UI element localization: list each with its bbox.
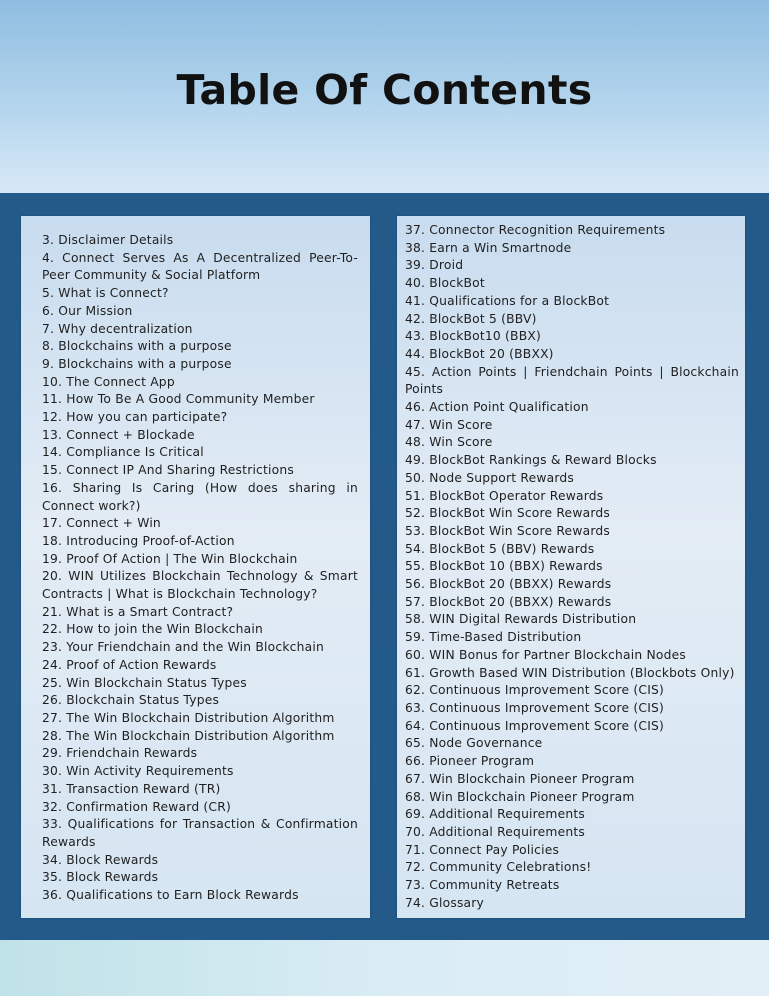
toc-entry[interactable]: 33. Qualifications for Transaction & Confirmation Rewards — [42, 817, 358, 849]
toc-entry[interactable]: 29. Friendchain Rewards — [42, 746, 198, 761]
toc-entry[interactable]: 15. Connect IP And Sharing Restrictions — [42, 463, 294, 478]
toc-entry[interactable]: 26. Blockchain Status Types — [42, 693, 220, 708]
toc-entry[interactable]: 45. Action Points | Friendchain Points | Blockchain Points — [405, 364, 739, 397]
toc-entry[interactable]: 9. Blockchains with a purpose — [42, 356, 232, 371]
toc-entry[interactable]: 60. WIN Bonus for Partner Blockchain Nodes — [405, 647, 687, 662]
toc-entry[interactable]: 24. Proof of Action Rewards — [42, 657, 217, 672]
toc-entry[interactable]: 55. BlockBot 10 (BBX) Rewards — [405, 559, 603, 574]
toc-entry[interactable]: 5. What is Connect? — [42, 286, 169, 301]
toc-entry[interactable]: 53. BlockBot Win Score Rewards — [405, 523, 610, 538]
toc-entry[interactable]: 44. BlockBot 20 (BBXX) — [405, 346, 554, 361]
toc-entry[interactable]: 43. BlockBot10 (BBX) — [405, 329, 541, 344]
toc-entry[interactable]: 72. Community Celebrations! — [405, 860, 592, 875]
toc-entry[interactable]: 12. How you can participate? — [42, 410, 228, 425]
toc-entry[interactable]: 67. Win Blockchain Pioneer Program — [405, 771, 635, 786]
toc-entry[interactable]: 6. Our Mission — [42, 303, 133, 318]
toc-entry[interactable]: 21. What is a Smart Contract? — [42, 604, 234, 619]
toc-entry[interactable]: 14. Compliance Is Critical — [42, 445, 204, 460]
toc-entry[interactable]: 57. BlockBot 20 (BBXX) Rewards — [405, 594, 612, 609]
toc-entry[interactable]: 7. Why decentralization — [42, 321, 193, 336]
toc-entry[interactable]: 38. Earn a Win Smartnode — [405, 240, 572, 255]
toc-entry[interactable]: 69. Additional Requirements — [405, 807, 585, 822]
toc-entry[interactable]: 50. Node Support Rewards — [405, 470, 574, 485]
toc-entry[interactable]: 16. Sharing Is Caring (How does sharing in Connect work?) — [42, 480, 358, 513]
bottom-strip — [0, 940, 769, 996]
toc-panel-left — [21, 216, 370, 918]
toc-entry[interactable]: 73. Community Retreats — [405, 878, 560, 893]
toc-entry[interactable]: 34. Block Rewards — [42, 852, 159, 867]
toc-entry[interactable]: 28. The Win Blockchain Distribution Algorithm — [42, 728, 335, 743]
toc-entry[interactable]: 52. BlockBot Win Score Rewards — [405, 506, 610, 521]
toc-entry[interactable]: 41. Qualifications for a BlockBot — [405, 293, 610, 308]
toc-panel-right — [397, 216, 745, 918]
toc-entry[interactable]: 4. Connect Serves As A Decentralized Peer-To-Peer Community & Social Platform — [42, 250, 358, 283]
toc-entry[interactable]: 36. Qualifications to Earn Block Rewards — [42, 888, 299, 903]
toc-entry[interactable]: 42. BlockBot 5 (BBV) — [405, 311, 537, 326]
toc-entry[interactable]: 37. Connector Recognition Requirements — [405, 223, 666, 237]
toc-entry[interactable]: 51. BlockBot Operator Rewards — [405, 488, 604, 503]
toc-entry[interactable]: 25. Win Blockchain Status Types — [42, 675, 247, 690]
toc-entry[interactable]: 18. Introducing Proof-of-Action — [42, 533, 235, 548]
page-title: Table Of Contents — [176, 66, 593, 114]
toc-entry[interactable]: 30. Win Activity Requirements — [42, 764, 234, 779]
toc-entry[interactable]: 70. Additional Requirements — [405, 824, 585, 839]
toc-entry[interactable]: 23. Your Friendchain and the Win Blockchain — [42, 640, 324, 655]
toc-entry[interactable]: 61. Growth Based WIN Distribution (Blockbots Only) — [405, 665, 735, 680]
toc-entry[interactable]: 62. Continuous Improvement Score (CIS) — [405, 683, 665, 698]
toc-entry[interactable]: 39. Droid — [405, 258, 464, 273]
toc-entry[interactable]: 40. BlockBot — [405, 276, 485, 291]
toc-entry[interactable]: 48. Win Score — [405, 435, 493, 450]
toc-entry[interactable]: 13. Connect + Blockade — [42, 427, 195, 442]
toc-entry[interactable]: 31. Transaction Reward (TR) — [42, 781, 221, 796]
toc-list-right — [405, 222, 739, 912]
toc-entry[interactable]: 19. Proof Of Action | The Win Blockchain — [42, 551, 298, 566]
toc-entry[interactable]: 49. BlockBot Rankings & Reward Blocks — [405, 453, 657, 468]
toc-entry[interactable]: 8. Blockchains with a purpose — [42, 339, 232, 354]
toc-entry[interactable]: 27. The Win Blockchain Distribution Algorithm — [42, 710, 335, 725]
toc-entry[interactable]: 56. BlockBot 20 (BBXX) Rewards — [405, 577, 612, 592]
toc-entry[interactable]: 58. WIN Digital Rewards Distribution — [405, 612, 637, 627]
toc-entry[interactable]: 59. Time-Based Distribution — [405, 630, 582, 645]
toc-entry[interactable]: 11. How To Be A Good Community Member — [42, 392, 315, 407]
toc-entry[interactable]: 68. Win Blockchain Pioneer Program — [405, 789, 635, 804]
toc-entry[interactable]: 35. Block Rewards — [42, 870, 159, 885]
toc-entry[interactable]: 47. Win Score — [405, 417, 493, 432]
toc-entry[interactable]: 20. WIN Utilizes Blockchain Technology & Smart Contracts | What is Blockchain Technology? — [42, 569, 358, 602]
toc-entry[interactable]: 17. Connect + Win — [42, 516, 161, 531]
toc-entry[interactable]: 63. Continuous Improvement Score (CIS) — [405, 700, 665, 715]
toc-entry[interactable]: 65. Node Governance — [405, 736, 543, 751]
toc-entry[interactable]: 10. The Connect App — [42, 374, 175, 389]
toc-entry[interactable]: 32. Confirmation Reward (CR) — [42, 799, 231, 814]
toc-entry[interactable]: 22. How to join the Win Blockchain — [42, 622, 263, 637]
toc-entry[interactable]: 54. BlockBot 5 (BBV) Rewards — [405, 541, 595, 556]
toc-list-left — [42, 232, 358, 905]
toc-entry[interactable]: 3. Disclaimer Details — [42, 233, 174, 247]
toc-entry[interactable]: 64. Continuous Improvement Score (CIS) — [405, 718, 665, 733]
toc-entry[interactable]: 71. Connect Pay Policies — [405, 842, 560, 857]
toc-entry[interactable]: 66. Pioneer Program — [405, 754, 535, 769]
toc-entry[interactable]: 46. Action Point Qualification — [405, 400, 589, 415]
toc-entry[interactable]: 74. Glossary — [405, 895, 485, 910]
